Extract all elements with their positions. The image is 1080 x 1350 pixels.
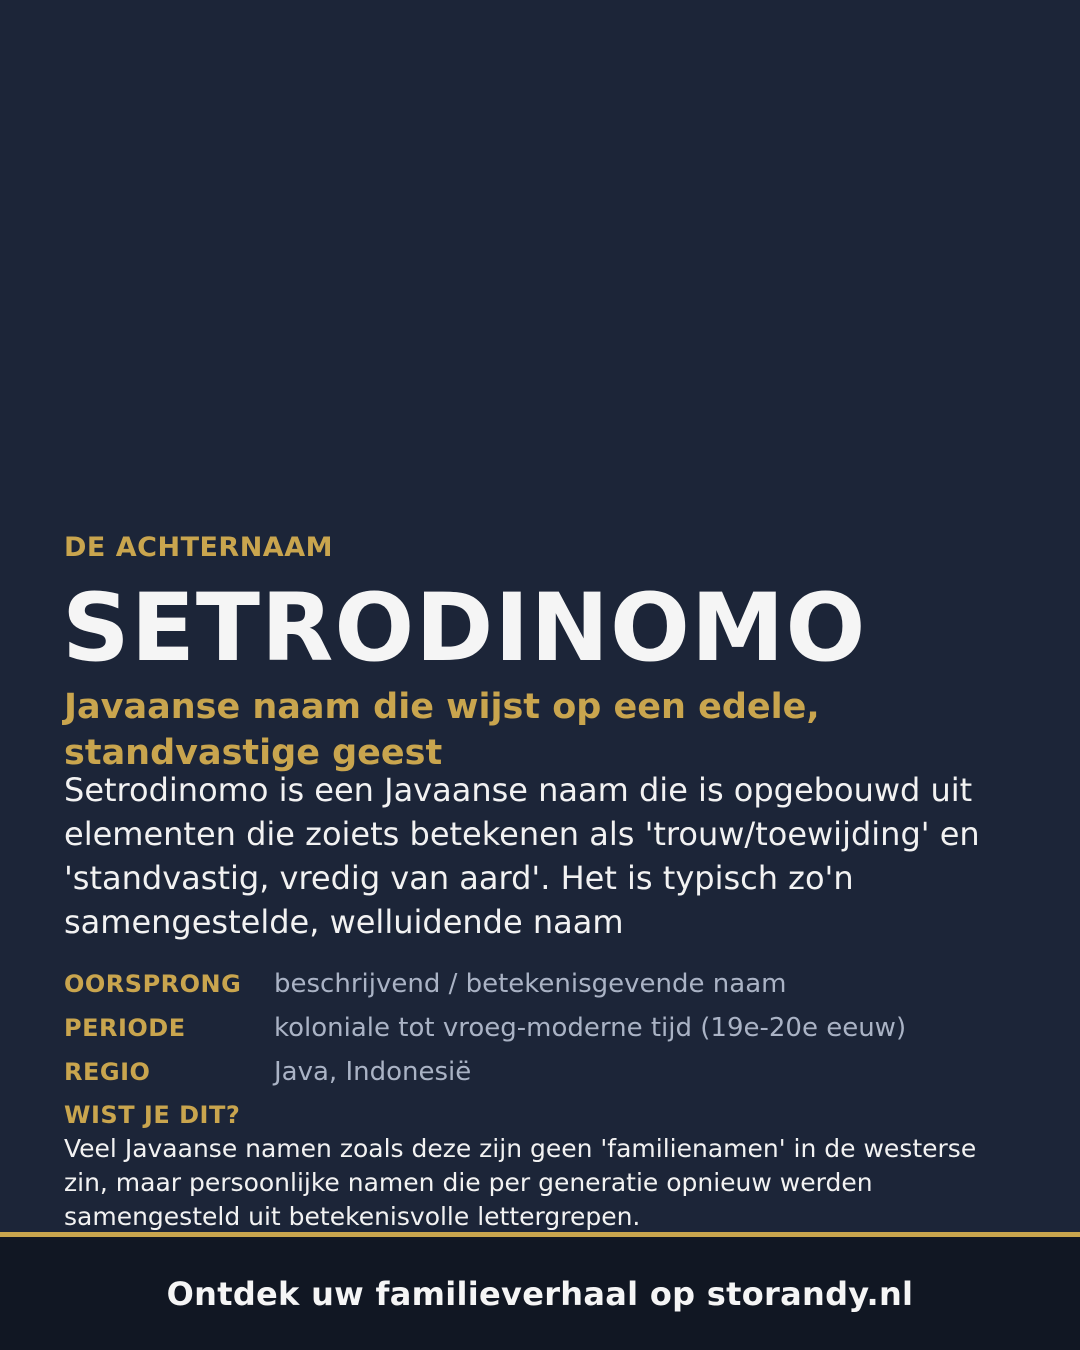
facts-list — [64, 962, 1024, 1094]
surname-title: SETRODINOMO — [62, 574, 867, 683]
eyebrow-label: DE ACHTERNAAM — [64, 532, 333, 563]
description-text: Setrodinomo is een Javaanse naam die is opgebouwd uit elementen die zoiets betekenen als 'trouw/toewijding' en 'standvastig, vredig van aard'. Het is typisch zo'n samengestelde, welluidende naam — [64, 771, 980, 941]
did-you-know-title: WIST JE DIT? — [64, 1101, 241, 1129]
fact-row-origin — [64, 962, 1024, 1006]
fact-label: PERIODE — [64, 1014, 186, 1042]
fact-value: Java, Indonesië — [274, 1057, 472, 1087]
fact-label: OORSPRONG — [64, 970, 242, 998]
fact-value: beschrijvend / betekenisgevende naam — [274, 969, 787, 999]
fact-label: REGIO — [64, 1058, 151, 1086]
fact-value: koloniale tot vroeg-moderne tijd (19e-20e eeuw) — [274, 1013, 907, 1043]
fact-row-region — [64, 1050, 1024, 1094]
footer-cta-link[interactable]: Ontdek uw familieverhaal op storandy.nl — [166, 1274, 914, 1313]
did-you-know-text: Veel Javaanse namen zoals deze zijn geen 'familienamen' in de westerse zin, maar persoonlijke namen die per generatie opnieuw werden samengesteld uit betekenisvolle lettergrepen. — [64, 1134, 977, 1231]
tagline: Javaanse naam die wijst op een edele, standvastige geest — [64, 687, 820, 773]
fact-row-period — [64, 1006, 1024, 1050]
footer-bar — [0, 1237, 1080, 1350]
